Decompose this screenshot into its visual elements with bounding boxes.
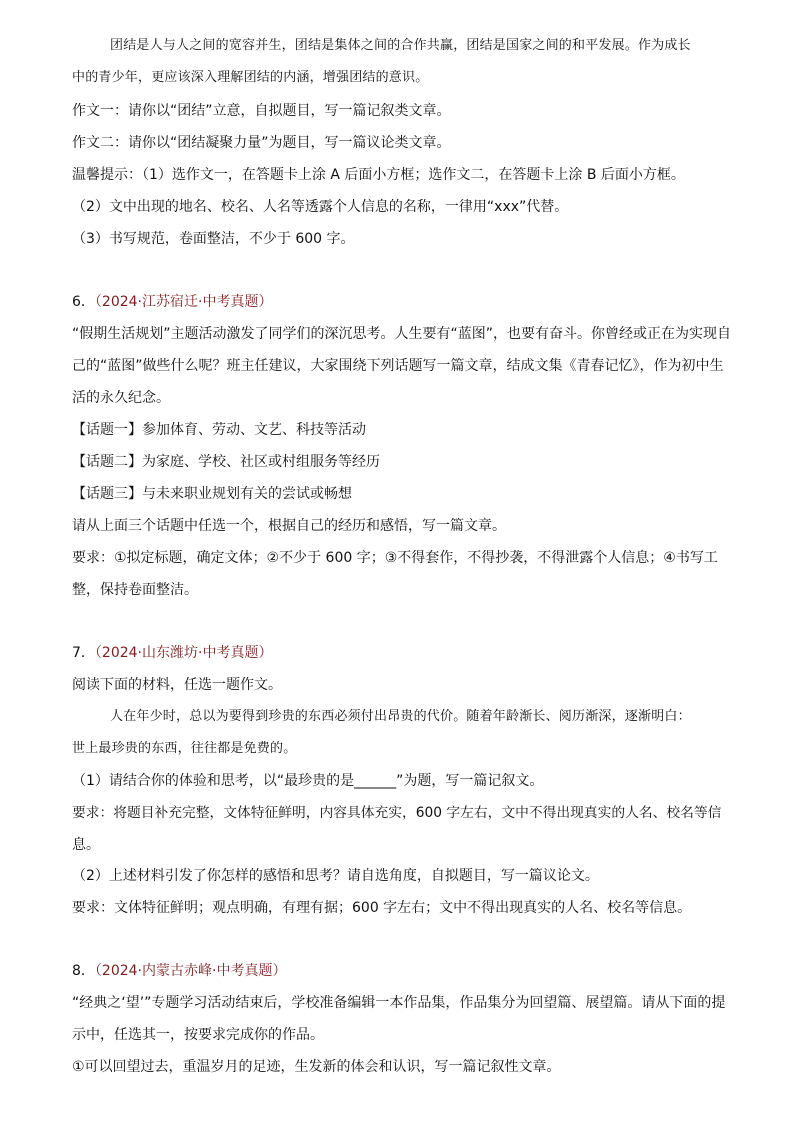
q6-topic-2: 【话题二】为家庭、学校、社区或村组服务等经历: [72, 454, 380, 470]
q6-line-3: 活的永久纪念。: [72, 390, 170, 406]
q7-task-1: （1）请结合你的体验和思考，以“最珍贵的是______”为题，写一篇记叙文。: [72, 773, 544, 789]
q6-topic-3: 【话题三】与未来职业规划有关的尝试或畅想: [72, 486, 352, 502]
q5-prompt-1: 作文一：请你以“团结”立意，自拟题目，写一篇记叙类文章。: [72, 103, 451, 119]
q6-instruction: 请从上面三个话题中任选一个，根据自己的经历和感悟，写一篇文章。: [72, 518, 506, 534]
q8-option-1: ①可以回望过去，重温岁月的足迹，生发新的体会和认识，写一篇记叙性文章。: [72, 1059, 561, 1075]
q8-line-2: 示中，任选其一，按要求完成你的作品。: [72, 1027, 324, 1043]
q5-tip-3: （3）书写规范，卷面整洁，不少于 600 字。: [72, 231, 355, 247]
q7-number: 7．: [72, 645, 95, 661]
q5-material-line-1: 团结是人与人之间的宽容并生，团结是集体之间的合作共赢，团结是国家之间的和平发展。作为成长: [110, 38, 691, 53]
q8-source: （2024·内蒙古赤峰·中考真题）: [94, 963, 287, 979]
q6-heading: [72, 292, 732, 312]
q7-source: （2024·山东潍坊·中考真题）: [94, 645, 273, 661]
q7-material-line-2: 世上最珍贵的东西，往往都是免费的。: [72, 741, 297, 756]
q6-requirement-1: 要求：①拟定标题，确定文体；②不少于 600 字；③不得套作，不得抄袭，不得泄露个人信息；④书写工: [72, 550, 718, 566]
q6-topic-1: 【话题一】参加体育、劳动、文艺、科技等活动: [72, 422, 366, 438]
q7-heading: [72, 643, 732, 663]
q5-tip-2: （2）文中出现的地名、校名、人名等透露个人信息的名称，一律用“xxx”代替。: [72, 199, 569, 215]
q8-number: 8．: [72, 963, 95, 979]
q6-source: （2024·江苏宿迁·中考真题）: [94, 294, 273, 310]
q6-line-2: 己的“蓝图”做些什么呢？班主任建议，大家围绕下列话题写一篇文章，结成文集《青春记忆》，作为初中生: [72, 358, 724, 374]
q7-requirement-1b: 息。: [72, 837, 100, 853]
q6-number: 6．: [72, 294, 95, 310]
q6-line-1: “假期生活规划”主题活动激发了同学们的深沉思考。人生要有“蓝图”，也要有奋斗。你曾经或正在为实现自: [72, 326, 732, 342]
q7-requirement-2: 要求：文体特征鲜明；观点明确，有理有据；600 字左右；文中不得出现真实的人名、校名等信息。: [72, 900, 692, 916]
q5-tip-1: 温馨提示：（1）选作文一，在答题卡上涂 A 后面小方框；选作文二，在答题卡上涂 B 后面小方框。: [72, 167, 685, 183]
q5-material-line-2: 中的青少年，更应该深入理解团结的内涵，增强团结的意识。: [72, 70, 429, 85]
q6-requirement-2: 整，保持卷面整洁。: [72, 582, 198, 598]
q8-heading: [72, 961, 732, 981]
q7-material-line-1: 人在年少时，总以为要得到珍贵的东西必须付出昂贵的代价。随着年龄渐长、阅历渐深，逐渐明白：: [110, 709, 691, 724]
q8-line-1: “经典之‘望’”专题学习活动结束后，学校准备编辑一本作品集，作品集分为回望篇、展望篇。请从下面的提: [72, 995, 726, 1011]
q5-prompt-2: 作文二：请你以“团结凝聚力量”为题目，写一篇议论类文章。: [72, 135, 451, 151]
q7-intro: 阅读下面的材料，任选一题作文。: [72, 677, 282, 693]
q7-task-2: （2）上述材料引发了你怎样的感悟和思考？请自选角度，自拟题目，写一篇议论文。: [72, 868, 599, 884]
q7-requirement-1a: 要求：将题目补充完整，文体特征鲜明，内容具体充实，600 字左右，文中不得出现真实的人名、校名等信: [72, 805, 722, 821]
